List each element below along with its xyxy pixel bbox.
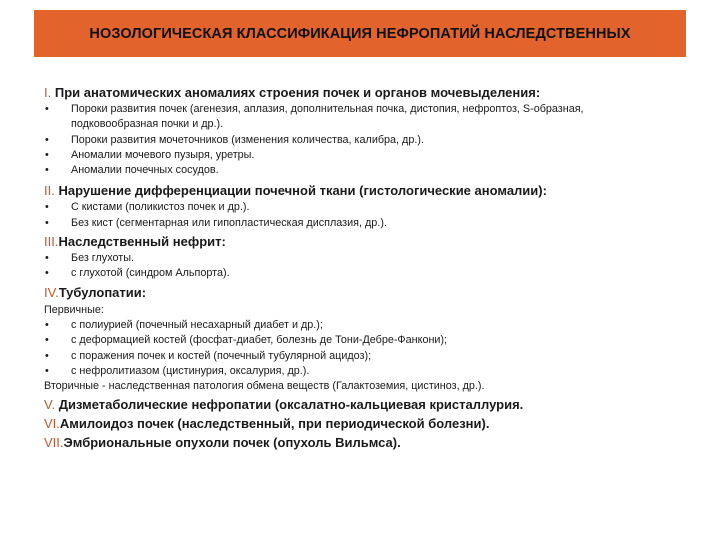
list-item-text: с глухотой (синдром Альпорта). [71,267,230,280]
title-banner [34,10,686,57]
bullet-icon: • [45,216,49,229]
section-heading [44,434,684,451]
list-item-text: Без кист (сегментарная или гипопластическая дисплазия, др.). [71,216,387,229]
section-heading [44,233,684,250]
bullet-icon: • [45,201,49,214]
bullet-icon: • [45,318,49,331]
section-number: VI. [44,416,60,432]
list-item-text: Пороки развития почек (агенезия, аплазия, дополнительная почка, дистопия, нефроптоз, S-образная, подковообразная почки и др.). [71,103,584,131]
section-title: Наследственный нефрит: [58,234,226,250]
section-number: I. [44,85,52,100]
section-heading [44,396,684,413]
section-title: Тубулопатии: [58,284,147,300]
list-item [44,333,684,348]
list-item-text: Аномалии почечных сосудов. [71,164,219,177]
list-item [44,163,684,178]
list-item [44,266,684,281]
list-item [44,364,684,379]
section-heading [44,415,684,432]
bullet-icon: • [45,364,49,377]
bullet-icon: • [45,164,49,177]
bullet-icon: • [45,133,49,146]
list-item-text: с нефролитиазом (цистинурия, оксалурия, др.). [71,364,310,377]
bullet-icon: • [45,267,49,280]
list-item-text: Без глухоты. [71,252,134,265]
list-item-text: Аномалии мочевого пузыря, уретры. [71,148,255,161]
list-item [44,251,684,266]
section-heading [44,182,684,199]
section-heading [44,284,684,301]
bullet-icon: • [45,148,49,161]
section-item-list [44,200,684,231]
list-item-text: Пороки развития мочеточников (изменения количества, калибра, др.). [71,133,424,146]
section-title: Нарушение дифференциации почечной ткани (гистологические аномалии): [58,183,547,199]
section-title: Эмбриональные опухоли почек (опухоль Вильмса). [63,435,401,451]
list-item-text: с поражения почек и костей (почечный тубулярной ацидоз); [71,349,372,362]
section-heading [44,84,684,101]
list-item [44,133,684,148]
section-title: Дизметаболические нефропатии (оксалатно-кальциевая кристаллурия. [58,397,524,413]
list-item-text: с деформацией костей (фосфат-диабет, болезнь де Тони-Дебре-Фанкони); [71,334,448,347]
list-item [44,349,684,364]
section-title: Амилоидоз почек (наследственный, при периодической болезни). [59,416,490,432]
list-item [44,216,684,231]
bullet-icon: • [45,334,49,347]
section-number: VII. [44,435,64,451]
list-item [44,102,684,133]
list-item-text: С кистами (поликистоз почек и др.). [71,201,250,214]
list-item [44,148,684,163]
secondary-note: Вторичные - наследственная патология обмена веществ (Галактоземия, цистиноз, др.). [44,380,485,393]
bullet-icon: • [45,103,49,115]
list-item [44,318,684,333]
bullet-icon: • [45,349,49,362]
page-title: НОЗОЛОГИЧЕСКАЯ КЛАССИФИКАЦИЯ НЕФРОПАТИЙ НАСЛЕДСТВЕННЫХ [89,25,631,42]
list-item [44,200,684,215]
bullet-icon: • [45,252,49,265]
section-number: V. [44,397,56,413]
subsection-label-primary: Первичные: [44,303,104,316]
section-item-list [44,102,684,178]
section-title: При анатомических аномалиях строения почек и органов мочевыделения: [54,85,541,100]
section-number: III. [44,234,59,250]
section-item-list [44,251,684,282]
section-number: II. [44,183,55,199]
section-number: IV. [44,284,59,300]
list-item-text: с полиурией (почечный несахарный диабет и др.); [71,318,323,331]
classification-content [44,84,684,451]
section-item-list [44,318,684,379]
